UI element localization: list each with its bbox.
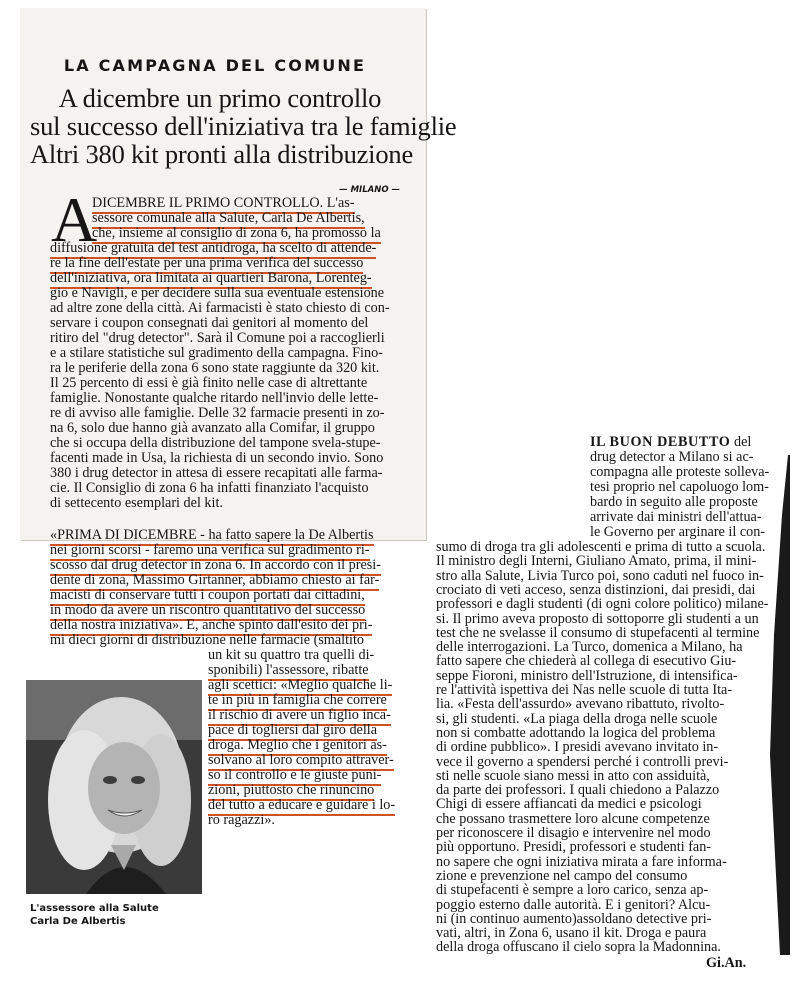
text-line: cie. Il Consiglio di zona 6 ha infatti finanziato l'acquisto: [50, 480, 369, 496]
caption-line: L'assessore alla Salute: [30, 903, 159, 914]
text-line: si. Il primo aveva proposto di sottoporre gli studenti a un: [436, 610, 759, 627]
text-line: [208, 768, 381, 783]
caption-line: Carla De Albertis: [30, 916, 126, 927]
text-line-highlighted: zioni, piuttosto che rinuncino: [208, 782, 374, 801]
text-line-highlighted: «PRIMA DI DICEMBRE - ha fatto sapere la De Albertis: [50, 527, 374, 546]
text-line: drug detector a Milano si ac-: [590, 449, 754, 465]
text-line: servare i coupon consegnati dai genitori al momento del: [50, 315, 369, 331]
text-line-highlighted: pace di togliersi dal giro della: [208, 722, 377, 741]
text-line: ad altre zone della città. Ai farmacisti è stato chiesto di con-: [50, 300, 390, 316]
text-line: di stupefacenti è sempre a loro carico, senza ap-: [436, 882, 709, 899]
text-line-highlighted: nei giorni scorsi - faremo una verifica sul gradimento ri-: [50, 542, 370, 561]
text-line: [208, 738, 387, 753]
headline-line: A dicembre un primo controllo: [58, 83, 382, 113]
text-line: poggio esterno dalle autorità. E i genitori? Alcu-: [436, 896, 711, 913]
text-line-highlighted: DICEMBRE IL PRIMO CONTROLLO. L'as-: [92, 195, 355, 214]
scan-edge-shadow: [750, 455, 790, 955]
text-line-highlighted: re la fine dell'estate per una prima verifica del successo: [50, 255, 363, 274]
text-line: sumo di droga tra gli adolescenti e prima di tutto a scuola.: [436, 539, 766, 555]
text-line: no sapere che ogni iniziativa mirata a fare informa-: [436, 853, 727, 870]
dateline: — MILANO —: [339, 185, 400, 195]
text-line: ra le periferie della zona 6 sono state raggiunte da 320 kit.: [50, 360, 380, 376]
text-line: di ordine pubblico». I presidi avevano invitato in-: [436, 739, 719, 756]
text-line: facenti made in Usa, la richiesta di un secondo invio. Sono: [50, 450, 384, 466]
headline-line: sul successo dell'iniziativa tra le famiglie: [30, 111, 457, 141]
author-signature: Gi.An.: [706, 955, 747, 971]
text-line: [208, 723, 377, 738]
text-line: per riconoscere il disagio e intervenire nel modo: [436, 825, 711, 841]
text-line: zione e prevenzione nel campo del consumo: [436, 867, 688, 884]
text-line: un kit su quattro tra quelli di-: [208, 647, 375, 663]
text-line-highlighted: del tutto a educare e guidare i lo-: [208, 797, 395, 816]
text-line-highlighted: della nostra iniziativa». E, anche spinto dall'esito dei pri-: [50, 617, 372, 636]
text-line: ro ragazzi».: [208, 812, 275, 828]
text-line: [50, 618, 372, 633]
text-line: [50, 241, 376, 256]
drop-cap: A: [51, 184, 98, 255]
text-line: [50, 543, 370, 558]
text-line-highlighted: diffusione gratuita del test antidroga, ha scelto di attende-: [50, 240, 376, 259]
text-line: [208, 708, 391, 723]
text-line: na 6, solo due hanno già avanzato alla Comifar, il gruppo: [50, 420, 375, 436]
text-line: compagna alle proteste solleva-: [590, 464, 770, 480]
text-line-highlighted: dente di zona, Massimo Girtanner, abbiamo chiesto ai far-: [50, 572, 379, 591]
headline: [30, 83, 457, 169]
second-article-lead: IL BUON DEBUTTO: [590, 434, 731, 450]
text-line: [208, 753, 394, 768]
headline-line: Altri 380 kit pronti alla distribuzione: [30, 139, 414, 169]
text-line: ritiro del "drug detector". Sarà il Comune poi a raccoglierli: [50, 330, 385, 346]
text-line: 380 i drug detector in attesa di essere recapitati alle farma-: [50, 465, 383, 481]
text-line-highlighted: il rischio di avere un figlio inca-: [208, 707, 391, 726]
text-line: si, gli studenti. «La piaga della droga nelle scuole: [436, 710, 718, 727]
text-line-highlighted: sessore comunale alla Salute, Carla De Albertis,: [92, 210, 365, 229]
section-kicker: LA CAMPAGNA DEL COMUNE: [63, 56, 367, 75]
text-line: test che ne svelasse il consumo di stupefacenti al termine: [436, 624, 760, 641]
text-line-highlighted: te in più in famiglia che correre: [208, 692, 387, 711]
text-line: non si combatte adottando la logica del problema: [436, 724, 716, 741]
photo-caption: [30, 902, 210, 928]
text-line: [590, 435, 751, 450]
text-line: [50, 573, 379, 588]
text-line: ni (in continuo aumento)assoldano detective pri-: [436, 910, 712, 927]
text-line: che possano trasmettere loro alcune competenze: [436, 810, 710, 827]
text-line: da parte dei professori. I quali chiedono a Palazzo: [436, 782, 720, 799]
text-line-highlighted: dell'iniziativa, ora limitata ai quartieri Barona, Lorenteg-: [50, 270, 372, 289]
text-line: sti nelle scuole siano messi in atto con assiduità,: [436, 767, 710, 784]
text-line: Il 25 percento di essi è già finito nelle case di altrettante: [50, 375, 368, 391]
text-line: mi dieci giorni di distribuzione nelle farmacie (smaltito: [50, 632, 365, 648]
text-line: [50, 256, 363, 271]
text-line: le Governo per arginare il con-: [590, 524, 766, 540]
text-line: re di avviso alle famiglie. Delle 32 farmacie presenti in zo-: [50, 405, 385, 421]
text-line: lia. «Festa dell'assurdo» avevano ribattuto, rivolto-: [436, 696, 725, 713]
text-line: Chigi di essere affiancati da medici e psicologi: [436, 796, 702, 813]
text-line: [50, 528, 374, 543]
text-line: [208, 678, 392, 693]
text-line: [208, 783, 374, 798]
text-line: [92, 196, 355, 211]
text-line-highlighted: in modo da avere un riscontro quantitativo del successo: [50, 602, 365, 621]
lead-continuation: del: [730, 434, 752, 450]
portrait-photo: [26, 680, 202, 894]
text-line-highlighted: so il controllo e le giuste puni-: [208, 767, 381, 786]
text-line: seppe Fioroni, ministro dell'Istruzione, di intensifica-: [436, 667, 738, 684]
text-line-highlighted: sponibili) l'assessore, ribatte: [208, 662, 369, 681]
text-line-highlighted: droga. Meglio che i genitori as-: [208, 737, 387, 756]
text-line: [208, 693, 387, 708]
text-line: arrivate dai ministri dell'attua-: [590, 509, 762, 525]
text-line: stro alla Salute, Livia Turco poi, sono caduti nel fuoco in-: [436, 567, 764, 584]
text-line: [50, 588, 365, 603]
portrait-illustration: [26, 680, 202, 894]
text-line: fatto sapere che chiederà al collega di esecutivo Giu-: [436, 653, 737, 670]
text-line: [92, 226, 381, 241]
text-line: [92, 211, 365, 226]
text-line: professori e dagli studenti (di ogni colore politico) milane-: [436, 596, 769, 613]
text-line: vece il governo a spendersi perché i controlli previ-: [436, 753, 729, 770]
text-line: crociato di veti acceso, senza distinzioni, dai presidi, dai: [436, 581, 756, 598]
text-line: Il ministro degli Interni, Giuliano Amato, prima, il mini-: [436, 553, 757, 570]
text-line: bardo in seguito alle proposte: [590, 494, 758, 510]
text-line-highlighted: solvano al loro compito attraver-: [208, 752, 394, 771]
text-line: tesi proprio nel capoluogo lom-: [590, 479, 769, 495]
text-line: più opportuno. Presidi, professori e studenti fan-: [436, 839, 712, 856]
text-line: [50, 603, 365, 618]
text-line: e a stilare statistiche sul gradimento della campagna. Fino-: [50, 345, 383, 361]
text-line-highlighted: macisti di conservare tutti i coupon portati dai cittadini,: [50, 587, 365, 606]
text-line: di settecento esemplari del kit.: [50, 495, 223, 511]
text-line-highlighted: agli scettici: «Meglio qualche li-: [208, 677, 392, 696]
text-line: [50, 271, 372, 286]
text-line: [208, 798, 395, 813]
text-line: gio e Navigli, e per decidere sulla sua eventuale estensione: [50, 285, 385, 301]
text-line: delle interrogazioni. La Turco, domenica a Milano, ha: [436, 639, 743, 656]
text-line: della droga offuscano il cielo sopra la Madonnina.: [436, 939, 721, 956]
text-line: [50, 558, 381, 573]
text-line: vati, altri, in Zona 6, usano il kit. Droga e paura: [436, 925, 707, 942]
text-line: re l'attività ispettiva dei Nas nelle scuole di tutta Ita-: [436, 682, 733, 698]
text-line-highlighted: che, insieme al consiglio di zona 6, ha promosso la: [92, 225, 381, 244]
text-line: che si occupa della distribuzione del tampone svela-stupe-: [50, 435, 381, 451]
text-line: famiglie. Nonostante qualche ritardo nell'invio delle lette-: [50, 390, 379, 406]
text-line-highlighted: scosso dal drug detector in zona 6. In accordo con il presi-: [50, 557, 381, 576]
text-line: [208, 663, 369, 678]
